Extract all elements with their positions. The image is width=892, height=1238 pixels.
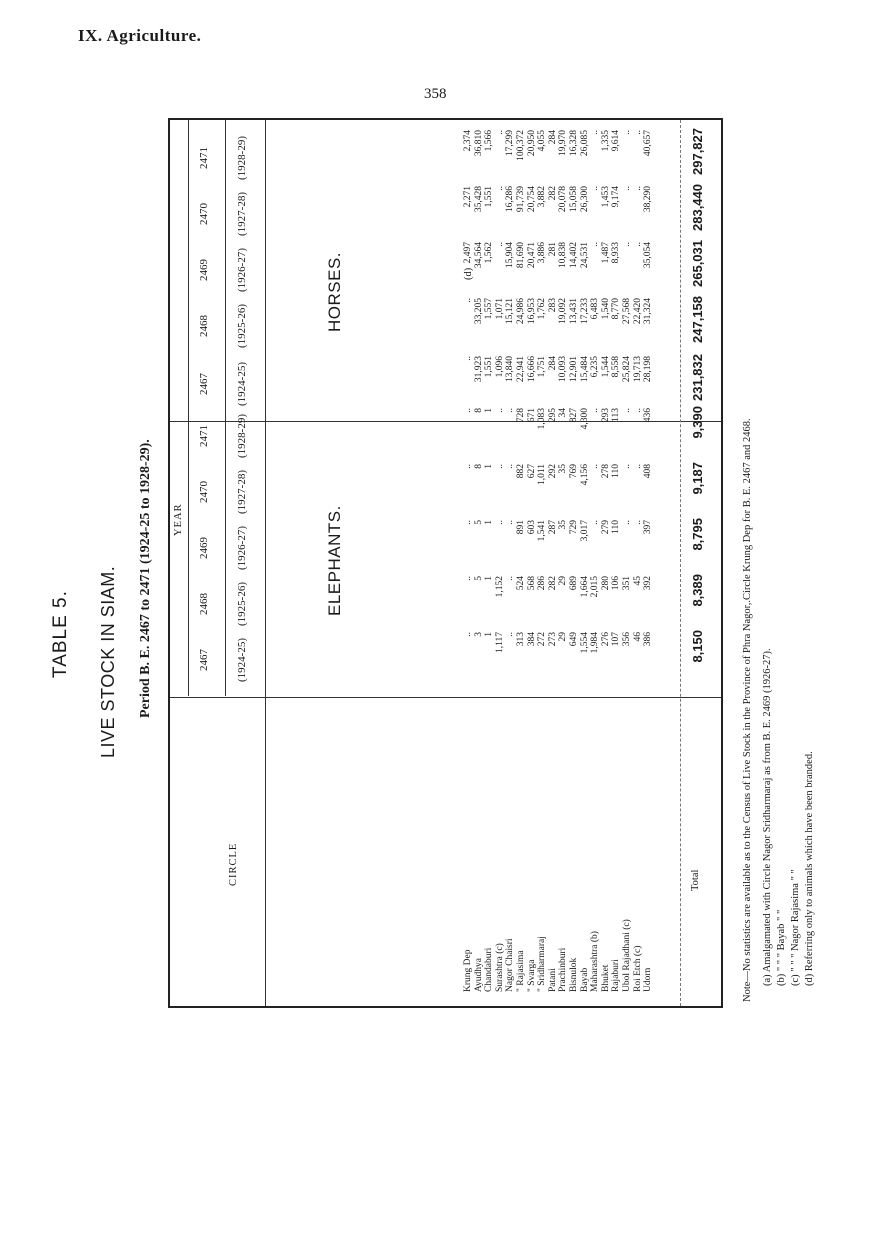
elephants-cell: 4,300 bbox=[579, 408, 590, 430]
elephants-cell: 29 bbox=[558, 632, 569, 642]
elephants-cell: 313 bbox=[516, 632, 526, 647]
year-label: 2470 bbox=[198, 203, 210, 225]
elephants-cell: 2,015 bbox=[590, 576, 601, 598]
elephants-cell: .. bbox=[632, 520, 643, 525]
elephants-heading: ELEPHANTS. bbox=[325, 505, 344, 616]
horses-cell: 284 bbox=[547, 130, 558, 145]
elephants-cell: .. bbox=[622, 464, 632, 469]
note-b: (b) " " " Bayab " " bbox=[776, 909, 787, 986]
circle-name: " Sridharmaraj bbox=[537, 936, 548, 992]
elephants-cell: 5 bbox=[473, 576, 484, 581]
elephants-cell: 110 bbox=[611, 464, 622, 478]
elephants-cell: 1 bbox=[484, 520, 495, 525]
elephants-cell: 729 bbox=[569, 520, 579, 535]
elephants-cell: 392 bbox=[643, 576, 654, 591]
total-horses-cell: 297,827 bbox=[690, 128, 705, 175]
elephants-cell: 1,117 bbox=[494, 632, 505, 654]
elephants-cell: .. bbox=[463, 576, 473, 581]
year-period-rule bbox=[225, 120, 226, 696]
horses-cell: .. bbox=[463, 356, 473, 361]
elephants-cell: 689 bbox=[569, 576, 579, 591]
elephants-cell: 1,152 bbox=[494, 576, 505, 598]
table-subtitle: LIVE STOCK IN SIAM. bbox=[98, 565, 118, 758]
horses-cell: 282 bbox=[547, 186, 558, 201]
elephants-cell: 3,017 bbox=[579, 520, 590, 542]
horses-cell: 1,751 bbox=[537, 356, 548, 378]
horses-cell: 281 bbox=[547, 242, 558, 257]
horses-cell: 1,071 bbox=[494, 298, 505, 320]
circle-name: Prachinburi bbox=[558, 947, 569, 992]
horses-cell: 16,666 bbox=[526, 356, 537, 383]
horses-note-mark: (d) bbox=[463, 267, 474, 280]
elephants-cell: 278 bbox=[600, 464, 611, 479]
horses-cell: 91,739 bbox=[516, 186, 526, 213]
circle-name: Patani bbox=[547, 968, 558, 992]
horses-cell: 13,840 bbox=[505, 356, 516, 383]
elephants-cell: 1,083 bbox=[537, 408, 548, 430]
horses-cell: .. bbox=[622, 186, 632, 191]
elephants-cell: 627 bbox=[526, 464, 537, 479]
elephants-cell: 272 bbox=[537, 632, 548, 647]
elephants-cell: 46 bbox=[632, 632, 643, 642]
horses-cell: .. bbox=[590, 242, 601, 247]
circle-name: Nagor Chaisri bbox=[505, 938, 516, 992]
horses-cell: 20,471 bbox=[526, 242, 537, 269]
year-period: (1925-26) bbox=[236, 582, 248, 626]
horses-cell: 1,487 bbox=[600, 242, 611, 264]
horses-cell: 1,762 bbox=[537, 298, 548, 320]
total-elephants-cell: 8,795 bbox=[690, 518, 705, 551]
year-period: (1924-25) bbox=[236, 362, 248, 406]
note-c: (c) " " " Nagor Rajasima " " bbox=[790, 869, 801, 986]
horses-cell: 3,886 bbox=[537, 242, 548, 264]
elephants-cell: .. bbox=[622, 520, 632, 525]
elephants-cell: .. bbox=[505, 408, 516, 413]
elephants-cell: 827 bbox=[569, 408, 579, 423]
horses-cell: 17,233 bbox=[579, 298, 590, 325]
total-elephants-cell: 9,187 bbox=[690, 462, 705, 495]
header-bottom-rule bbox=[265, 120, 266, 1006]
horses-cell: 19,713 bbox=[632, 356, 643, 383]
horses-cell: 20,754 bbox=[526, 186, 537, 213]
elephants-cell: 276 bbox=[600, 632, 611, 647]
horses-cell: .. bbox=[632, 242, 643, 247]
horses-cell: 1,540 bbox=[600, 298, 611, 320]
circle-name: Chandaburi bbox=[484, 947, 495, 992]
elephants-cell: .. bbox=[505, 520, 516, 525]
horses-cell: 22,420 bbox=[632, 298, 643, 325]
elephants-cell: 384 bbox=[526, 632, 537, 647]
horses-cell: 1,562 bbox=[484, 242, 495, 264]
elephants-cell: 524 bbox=[516, 576, 526, 591]
horses-cell: 15,904 bbox=[505, 242, 516, 269]
elephants-cell: .. bbox=[505, 464, 516, 469]
horses-cell: 20,078 bbox=[558, 186, 569, 213]
elephants-cell: .. bbox=[494, 520, 505, 525]
year-header: YEAR bbox=[173, 503, 184, 536]
elephants-cell: 292 bbox=[547, 464, 558, 479]
elephants-cell: 3 bbox=[473, 632, 484, 637]
elephants-cell: 282 bbox=[547, 576, 558, 591]
total-horses-cell: 283,440 bbox=[690, 184, 705, 231]
elephants-cell: 4,156 bbox=[579, 464, 590, 486]
elephants-cell: 35 bbox=[558, 464, 569, 474]
elephants-cell: .. bbox=[632, 464, 643, 469]
elephants-cell: 107 bbox=[611, 632, 622, 647]
elephants-cell: 671 bbox=[526, 408, 537, 423]
year-label: 2469 bbox=[198, 259, 210, 281]
horses-cell: 15,058 bbox=[569, 186, 579, 213]
note-d: (d) Referring only to animals which have been branded. bbox=[804, 751, 815, 986]
circle-column-divider bbox=[170, 697, 721, 698]
horses-cell: 36,810 bbox=[473, 130, 484, 157]
horses-cell: 16,328 bbox=[569, 130, 579, 157]
horses-cell: 35,054 bbox=[643, 242, 654, 269]
horses-cell: .. bbox=[494, 242, 505, 247]
elephants-cell: .. bbox=[590, 520, 601, 525]
elephants-cell: 568 bbox=[526, 576, 537, 591]
elephants-cell: .. bbox=[505, 632, 516, 637]
circle-name: Bisnulok bbox=[569, 957, 579, 992]
elephants-cell: .. bbox=[494, 464, 505, 469]
horses-cell: 10,838 bbox=[558, 242, 569, 269]
horses-cell: .. bbox=[632, 130, 643, 135]
circle-name: Surashtra (c) bbox=[494, 943, 505, 992]
horses-cell: 1,544 bbox=[600, 356, 611, 378]
horses-cell: 1,551 bbox=[484, 356, 495, 378]
horses-cell: 40,657 bbox=[643, 130, 654, 157]
elephants-cell: 35 bbox=[558, 520, 569, 530]
horses-cell: 14,402 bbox=[569, 242, 579, 269]
elephants-cell: .. bbox=[505, 576, 516, 581]
year-label: 2471 bbox=[198, 147, 210, 169]
horses-cell: 15,121 bbox=[505, 298, 516, 325]
horses-cell: 15,484 bbox=[579, 356, 590, 383]
circle-name: " Svarga bbox=[526, 959, 537, 992]
horses-cell: .. bbox=[590, 130, 601, 135]
elephants-cell: .. bbox=[463, 632, 473, 637]
elephants-cell: 1,664 bbox=[579, 576, 590, 598]
elephants-cell: 5 bbox=[473, 520, 484, 525]
horses-cell: 1,453 bbox=[600, 186, 611, 208]
elephants-cell: .. bbox=[463, 408, 473, 413]
circle-name: " Rajasima bbox=[516, 950, 526, 992]
horses-cell: 26,300 bbox=[579, 186, 590, 213]
elephants-cell: .. bbox=[590, 464, 601, 469]
horses-cell: 100,372 bbox=[516, 130, 526, 161]
elephants-cell: 436 bbox=[643, 408, 654, 423]
total-horses-cell: 231,832 bbox=[690, 354, 705, 401]
year-period: (1928-29) bbox=[236, 136, 248, 180]
total-horses-cell: 265,031 bbox=[690, 240, 705, 287]
year-label: 2469 bbox=[198, 537, 210, 559]
elephants-cell: 280 bbox=[600, 576, 611, 591]
circle-name: Maharashtra (b) bbox=[590, 931, 601, 992]
elephants-cell: 279 bbox=[600, 520, 611, 535]
circle-header: CIRCLE bbox=[228, 842, 239, 886]
horses-cell: 31,324 bbox=[643, 298, 654, 325]
period-caption: Period B. E. 2467 to 2471 (1924-25 to 1928-29). bbox=[138, 439, 153, 718]
horses-cell: 1,551 bbox=[484, 186, 495, 208]
elephants-cell: 273 bbox=[547, 632, 558, 647]
circle-name: Krung Dep bbox=[463, 949, 473, 992]
horses-cell: .. bbox=[494, 186, 505, 191]
horses-cell: 9,614 bbox=[611, 130, 622, 152]
horses-cell: 20,950 bbox=[526, 130, 537, 157]
year-period: (1925-26) bbox=[236, 304, 248, 348]
elephants-cell: 106 bbox=[611, 576, 622, 591]
year-period: (1926-27) bbox=[236, 526, 248, 570]
horses-cell: 9,174 bbox=[611, 186, 622, 208]
year-divider bbox=[188, 120, 189, 696]
horses-cell: 25,824 bbox=[622, 356, 632, 383]
elephants-cell: 891 bbox=[516, 520, 526, 535]
page-number: 358 bbox=[424, 86, 447, 102]
horses-cell: 1,557 bbox=[484, 298, 495, 320]
horses-cell: 283 bbox=[547, 298, 558, 313]
horses-cell: 27,568 bbox=[622, 298, 632, 325]
year-label: 2467 bbox=[198, 649, 210, 671]
horses-cell: .. bbox=[590, 186, 601, 191]
elephants-cell: 356 bbox=[622, 632, 632, 647]
horses-cell: 16,286 bbox=[505, 186, 516, 213]
elephants-cell: 110 bbox=[611, 520, 622, 534]
horses-cell: 17,299 bbox=[505, 130, 516, 157]
total-elephants-cell: 8,150 bbox=[690, 630, 705, 663]
total-horses-cell: 247,158 bbox=[690, 296, 705, 343]
elephants-cell: 386 bbox=[643, 632, 654, 647]
horses-cell: 1,096 bbox=[494, 356, 505, 378]
elephants-cell: 351 bbox=[622, 576, 632, 591]
horses-cell: 24,986 bbox=[516, 298, 526, 325]
page-header: IX. Agriculture. bbox=[78, 26, 202, 45]
horses-cell: 35,428 bbox=[473, 186, 484, 213]
horses-cell: .. bbox=[494, 130, 505, 135]
elephants-cell: 1 bbox=[484, 464, 495, 469]
elephants-cell: 649 bbox=[569, 632, 579, 647]
elephants-cell: 293 bbox=[600, 408, 611, 423]
elephants-cell: 408 bbox=[643, 464, 654, 479]
elephants-cell: 8 bbox=[473, 464, 484, 469]
horses-cell: 13,431 bbox=[569, 298, 579, 325]
horses-cell: 16,953 bbox=[526, 298, 537, 325]
note-main: Note—No statistics are available as to the Census of Live Stock in the Province of Phra Nagor,.Circle Krung Dep for B. E. 2467 and 2468. bbox=[742, 418, 753, 1002]
horses-heading: HORSES. bbox=[325, 251, 344, 332]
horses-cell: 8,933 bbox=[611, 242, 622, 264]
horses-cell: 26,085 bbox=[579, 130, 590, 157]
horses-cell: .. bbox=[632, 186, 643, 191]
circle-name: Bayab bbox=[579, 967, 590, 992]
horses-cell: 284 bbox=[547, 356, 558, 371]
elephants-cell: 1 bbox=[484, 408, 495, 413]
horses-cell: 24,531 bbox=[579, 242, 590, 269]
total-label: Total bbox=[690, 869, 701, 891]
elephants-cell: 1,011 bbox=[537, 464, 548, 486]
horses-cell: 4,055 bbox=[537, 130, 548, 152]
horses-cell: 2,374 bbox=[463, 130, 473, 152]
horses-cell: 6,483 bbox=[590, 298, 601, 320]
year-label: 2468 bbox=[198, 315, 210, 337]
horses-cell: 31,923 bbox=[473, 356, 484, 383]
elephants-cell: 769 bbox=[569, 464, 579, 479]
note-a: (a) Amalgamated with Circle Nagor Sridharmaraj as from B. E. 2469 (1926-27). bbox=[762, 648, 773, 986]
elephants-cell: 882 bbox=[516, 464, 526, 479]
total-elephants-cell: 8,389 bbox=[690, 574, 705, 607]
total-elephants-cell: 9,390 bbox=[690, 406, 705, 439]
horses-cell: 3,882 bbox=[537, 186, 548, 208]
elephants-cell: 286 bbox=[537, 576, 548, 591]
horses-cell: 33,205 bbox=[473, 298, 484, 325]
horses-cell: 19,092 bbox=[558, 298, 569, 325]
elephants-cell: .. bbox=[590, 408, 601, 413]
elephants-cell: 1 bbox=[484, 632, 495, 637]
circle-name: Bhuket bbox=[600, 964, 611, 992]
year-label: 2467 bbox=[198, 373, 210, 395]
year-period: (1926-27) bbox=[236, 248, 248, 292]
elephants-cell: 397 bbox=[643, 520, 654, 535]
horses-cell: .. bbox=[622, 242, 632, 247]
horses-cell: .. bbox=[622, 130, 632, 135]
year-label: 2471 bbox=[198, 425, 210, 447]
year-label: 2470 bbox=[198, 481, 210, 503]
table-title: TABLE 5. bbox=[50, 590, 71, 678]
elephants-cell: 295 bbox=[547, 408, 558, 423]
elephants-cell: 1,541 bbox=[537, 520, 548, 542]
horses-cell: 1,566 bbox=[484, 130, 495, 152]
elephants-cell: 113 bbox=[611, 408, 622, 422]
horses-cell: 1,335 bbox=[600, 130, 611, 152]
elephants-cell: 8 bbox=[473, 408, 484, 413]
horses-cell: 22,941 bbox=[516, 356, 526, 383]
circle-name: Ayudhya bbox=[473, 958, 484, 992]
circle-name: Udorn bbox=[643, 967, 654, 992]
horses-cell: 2,271 bbox=[463, 186, 473, 208]
elephants-cell: .. bbox=[632, 408, 643, 413]
elephants-cell: 1,984 bbox=[590, 632, 601, 654]
elephants-cell: .. bbox=[463, 464, 473, 469]
year-period: (1927-28) bbox=[236, 470, 248, 514]
horses-cell: 8,558 bbox=[611, 356, 622, 378]
elephants-cell: 34 bbox=[558, 408, 569, 418]
horses-cell: 38,290 bbox=[643, 186, 654, 213]
elephants-cell: 1 bbox=[484, 576, 495, 581]
live-stock-table bbox=[168, 118, 723, 1008]
elephants-cell: .. bbox=[622, 408, 632, 413]
year-period: (1927-28) bbox=[236, 192, 248, 236]
year-label: 2468 bbox=[198, 593, 210, 615]
elephants-cell: 29 bbox=[558, 576, 569, 586]
horses-cell: 28,198 bbox=[643, 356, 654, 383]
horses-cell: 81,690 bbox=[516, 242, 526, 269]
horses-cell: 8,770 bbox=[611, 298, 622, 320]
year-period: (1924-25) bbox=[236, 638, 248, 682]
horses-cell: 2,497 bbox=[463, 242, 473, 264]
elephants-cell: 603 bbox=[526, 520, 537, 535]
elephants-cell: .. bbox=[494, 408, 505, 413]
horses-cell: 19,970 bbox=[558, 130, 569, 157]
elephants-cell: .. bbox=[463, 520, 473, 525]
horses-cell: 10,093 bbox=[558, 356, 569, 383]
elephants-cell: 1,554 bbox=[579, 632, 590, 654]
horses-cell: .. bbox=[463, 298, 473, 303]
elephants-cell: 45 bbox=[632, 576, 643, 586]
circle-name: Rajaburi bbox=[611, 959, 622, 992]
circle-name: Roi Etch (c) bbox=[632, 945, 643, 992]
total-rule bbox=[680, 120, 681, 1006]
circle-name: Ubol Rajadhani (c) bbox=[622, 919, 632, 992]
year-period: (1928-29) bbox=[236, 414, 248, 458]
horses-cell: 12,901 bbox=[569, 356, 579, 383]
horses-cell: 34,564 bbox=[473, 242, 484, 269]
horses-cell: 6,235 bbox=[590, 356, 601, 378]
elephants-cell: 728 bbox=[516, 408, 526, 423]
elephants-cell: 287 bbox=[547, 520, 558, 535]
